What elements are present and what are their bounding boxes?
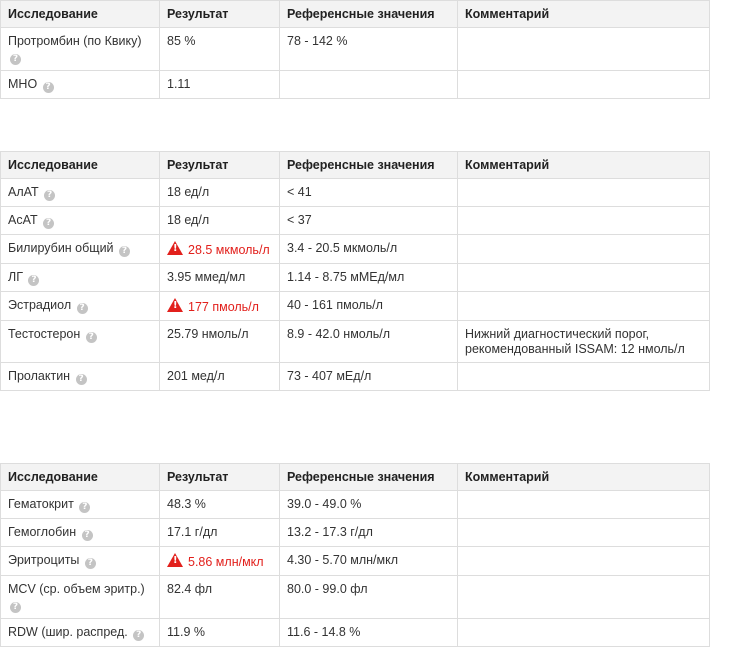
- result-cell: [160, 28, 280, 71]
- result-value: 85 %: [167, 34, 196, 48]
- test-name: Пролактин: [8, 369, 71, 383]
- help-icon[interactable]: ?: [44, 190, 55, 201]
- result-cell: [160, 491, 280, 519]
- results-table: [0, 463, 710, 647]
- table-row: [1, 321, 710, 363]
- help-icon[interactable]: ?: [28, 275, 39, 286]
- test-name-cell: [1, 363, 160, 391]
- comment-cell: [458, 179, 710, 207]
- test-name: RDW (шир. распред.: [8, 625, 128, 639]
- help-icon[interactable]: ?: [10, 602, 21, 613]
- comment-cell: [458, 28, 710, 71]
- result-cell: [160, 519, 280, 547]
- comment-cell: [458, 264, 710, 292]
- comment-cell: [458, 576, 710, 619]
- header-result: Результат: [160, 464, 280, 491]
- comment-cell: Нижний диагностический порог, рекомендованный ISSAM: 12 нмоль/л: [458, 321, 710, 363]
- table-row: [1, 292, 710, 321]
- test-name-cell: [1, 71, 160, 99]
- table-row: [1, 264, 710, 292]
- result-value: 1.11: [167, 77, 191, 91]
- result-cell: [160, 235, 280, 264]
- comment-cell: [458, 292, 710, 321]
- result-value: 5.86 млн/мкл: [188, 555, 264, 569]
- reference-cell: 78 - 142 %: [280, 28, 458, 71]
- comment-cell: [458, 207, 710, 235]
- result-cell: [160, 576, 280, 619]
- comment-cell: [458, 547, 710, 576]
- reference-cell: 80.0 - 99.0 фл: [280, 576, 458, 619]
- table-row: [1, 179, 710, 207]
- table-row: [1, 547, 710, 576]
- test-name: Протромбин (по Квику): [8, 34, 142, 48]
- table-row: [1, 28, 710, 71]
- result-cell: [160, 321, 280, 363]
- warning-icon: [167, 241, 183, 255]
- test-name-cell: [1, 576, 160, 619]
- comment-cell: [458, 363, 710, 391]
- table-header-row: [1, 152, 710, 179]
- test-name: АлАТ: [8, 185, 39, 199]
- test-name-cell: [1, 547, 160, 576]
- comment-cell: [458, 235, 710, 264]
- header-result: Результат: [160, 1, 280, 28]
- test-name-cell: [1, 235, 160, 264]
- result-cell: [160, 207, 280, 235]
- test-name: Гемоглобин: [8, 525, 77, 539]
- table-header-row: [1, 1, 710, 28]
- result-cell: [160, 363, 280, 391]
- table-row: [1, 619, 710, 647]
- comment-cell: [458, 491, 710, 519]
- result-value: 177 пмоль/л: [188, 300, 259, 314]
- result-cell: [160, 547, 280, 576]
- result-value: 48.3 %: [167, 497, 206, 511]
- header-test: Исследование: [1, 464, 160, 491]
- reference-cell: 8.9 - 42.0 нмоль/л: [280, 321, 458, 363]
- result-value: 17.1 г/дл: [167, 525, 218, 539]
- reference-cell: [280, 71, 458, 99]
- reference-cell: 40 - 161 пмоль/л: [280, 292, 458, 321]
- header-comment: Комментарий: [458, 464, 710, 491]
- header-reference: Референсные значения: [280, 152, 458, 179]
- test-name: АсАТ: [8, 213, 38, 227]
- header-comment: Комментарий: [458, 1, 710, 28]
- test-name-cell: [1, 519, 160, 547]
- test-name: Гематокрит: [8, 497, 74, 511]
- header-test: Исследование: [1, 152, 160, 179]
- help-icon[interactable]: ?: [119, 246, 130, 257]
- result-value: 28.5 мкмоль/л: [188, 243, 270, 257]
- result-value: 18 ед/л: [167, 185, 210, 199]
- help-icon[interactable]: ?: [76, 374, 87, 385]
- reference-cell: 39.0 - 49.0 %: [280, 491, 458, 519]
- test-name: МНО: [8, 77, 38, 91]
- table-row: [1, 235, 710, 264]
- help-icon[interactable]: ?: [86, 332, 97, 343]
- reference-cell: 1.14 - 8.75 мМЕд/мл: [280, 264, 458, 292]
- result-cell: [160, 619, 280, 647]
- reference-cell: 73 - 407 мЕд/л: [280, 363, 458, 391]
- header-test: Исследование: [1, 1, 160, 28]
- test-name: Тестостерон: [8, 327, 81, 341]
- reference-cell: 13.2 - 17.3 г/дл: [280, 519, 458, 547]
- result-value: 3.95 ммед/мл: [167, 270, 246, 284]
- help-icon[interactable]: ?: [77, 303, 88, 314]
- result-cell: [160, 71, 280, 99]
- comment-cell: [458, 519, 710, 547]
- table-row: [1, 71, 710, 99]
- reference-cell: < 37: [280, 207, 458, 235]
- header-reference: Референсные значения: [280, 464, 458, 491]
- help-icon[interactable]: ?: [85, 558, 96, 569]
- test-name-cell: [1, 264, 160, 292]
- test-name: Эритроциты: [8, 553, 80, 567]
- reference-cell: 11.6 - 14.8 %: [280, 619, 458, 647]
- header-comment: Комментарий: [458, 152, 710, 179]
- table-header-row: [1, 464, 710, 491]
- result-cell: [160, 264, 280, 292]
- help-icon[interactable]: ?: [43, 218, 54, 229]
- table-row: [1, 576, 710, 619]
- table-row: [1, 491, 710, 519]
- result-value: 201 мед/л: [167, 369, 225, 383]
- result-value: 25.79 нмоль/л: [167, 327, 249, 341]
- help-icon[interactable]: ?: [43, 82, 54, 93]
- table-row: [1, 207, 710, 235]
- results-table: [0, 0, 710, 99]
- result-value: 82.4 фл: [167, 582, 213, 596]
- reference-cell: < 41: [280, 179, 458, 207]
- header-result: Результат: [160, 152, 280, 179]
- warning-icon: [167, 298, 183, 312]
- comment-cell: [458, 71, 710, 99]
- test-name: MCV (ср. объем эритр.): [8, 582, 145, 596]
- help-icon[interactable]: ?: [10, 54, 21, 65]
- results-table: [0, 151, 710, 391]
- header-reference: Референсные значения: [280, 1, 458, 28]
- result-value: 18 ед/л: [167, 213, 210, 227]
- result-cell: [160, 292, 280, 321]
- result-value: 11.9 %: [167, 625, 205, 639]
- test-name-cell: [1, 28, 160, 71]
- result-cell: [160, 179, 280, 207]
- test-name: Эстрадиол: [8, 298, 72, 312]
- table-row: [1, 363, 710, 391]
- help-icon[interactable]: ?: [133, 630, 144, 641]
- test-name-cell: [1, 207, 160, 235]
- help-icon[interactable]: ?: [82, 530, 93, 541]
- test-name-cell: [1, 619, 160, 647]
- help-icon[interactable]: ?: [79, 502, 90, 513]
- test-name-cell: [1, 292, 160, 321]
- reference-cell: 3.4 - 20.5 мкмоль/л: [280, 235, 458, 264]
- comment-cell: [458, 619, 710, 647]
- test-name: Билирубин общий: [8, 241, 114, 255]
- test-name-cell: [1, 491, 160, 519]
- test-name: ЛГ: [8, 270, 23, 284]
- test-name-cell: [1, 321, 160, 363]
- reference-cell: 4.30 - 5.70 млн/мкл: [280, 547, 458, 576]
- warning-icon: [167, 553, 183, 567]
- table-row: [1, 519, 710, 547]
- test-name-cell: [1, 179, 160, 207]
